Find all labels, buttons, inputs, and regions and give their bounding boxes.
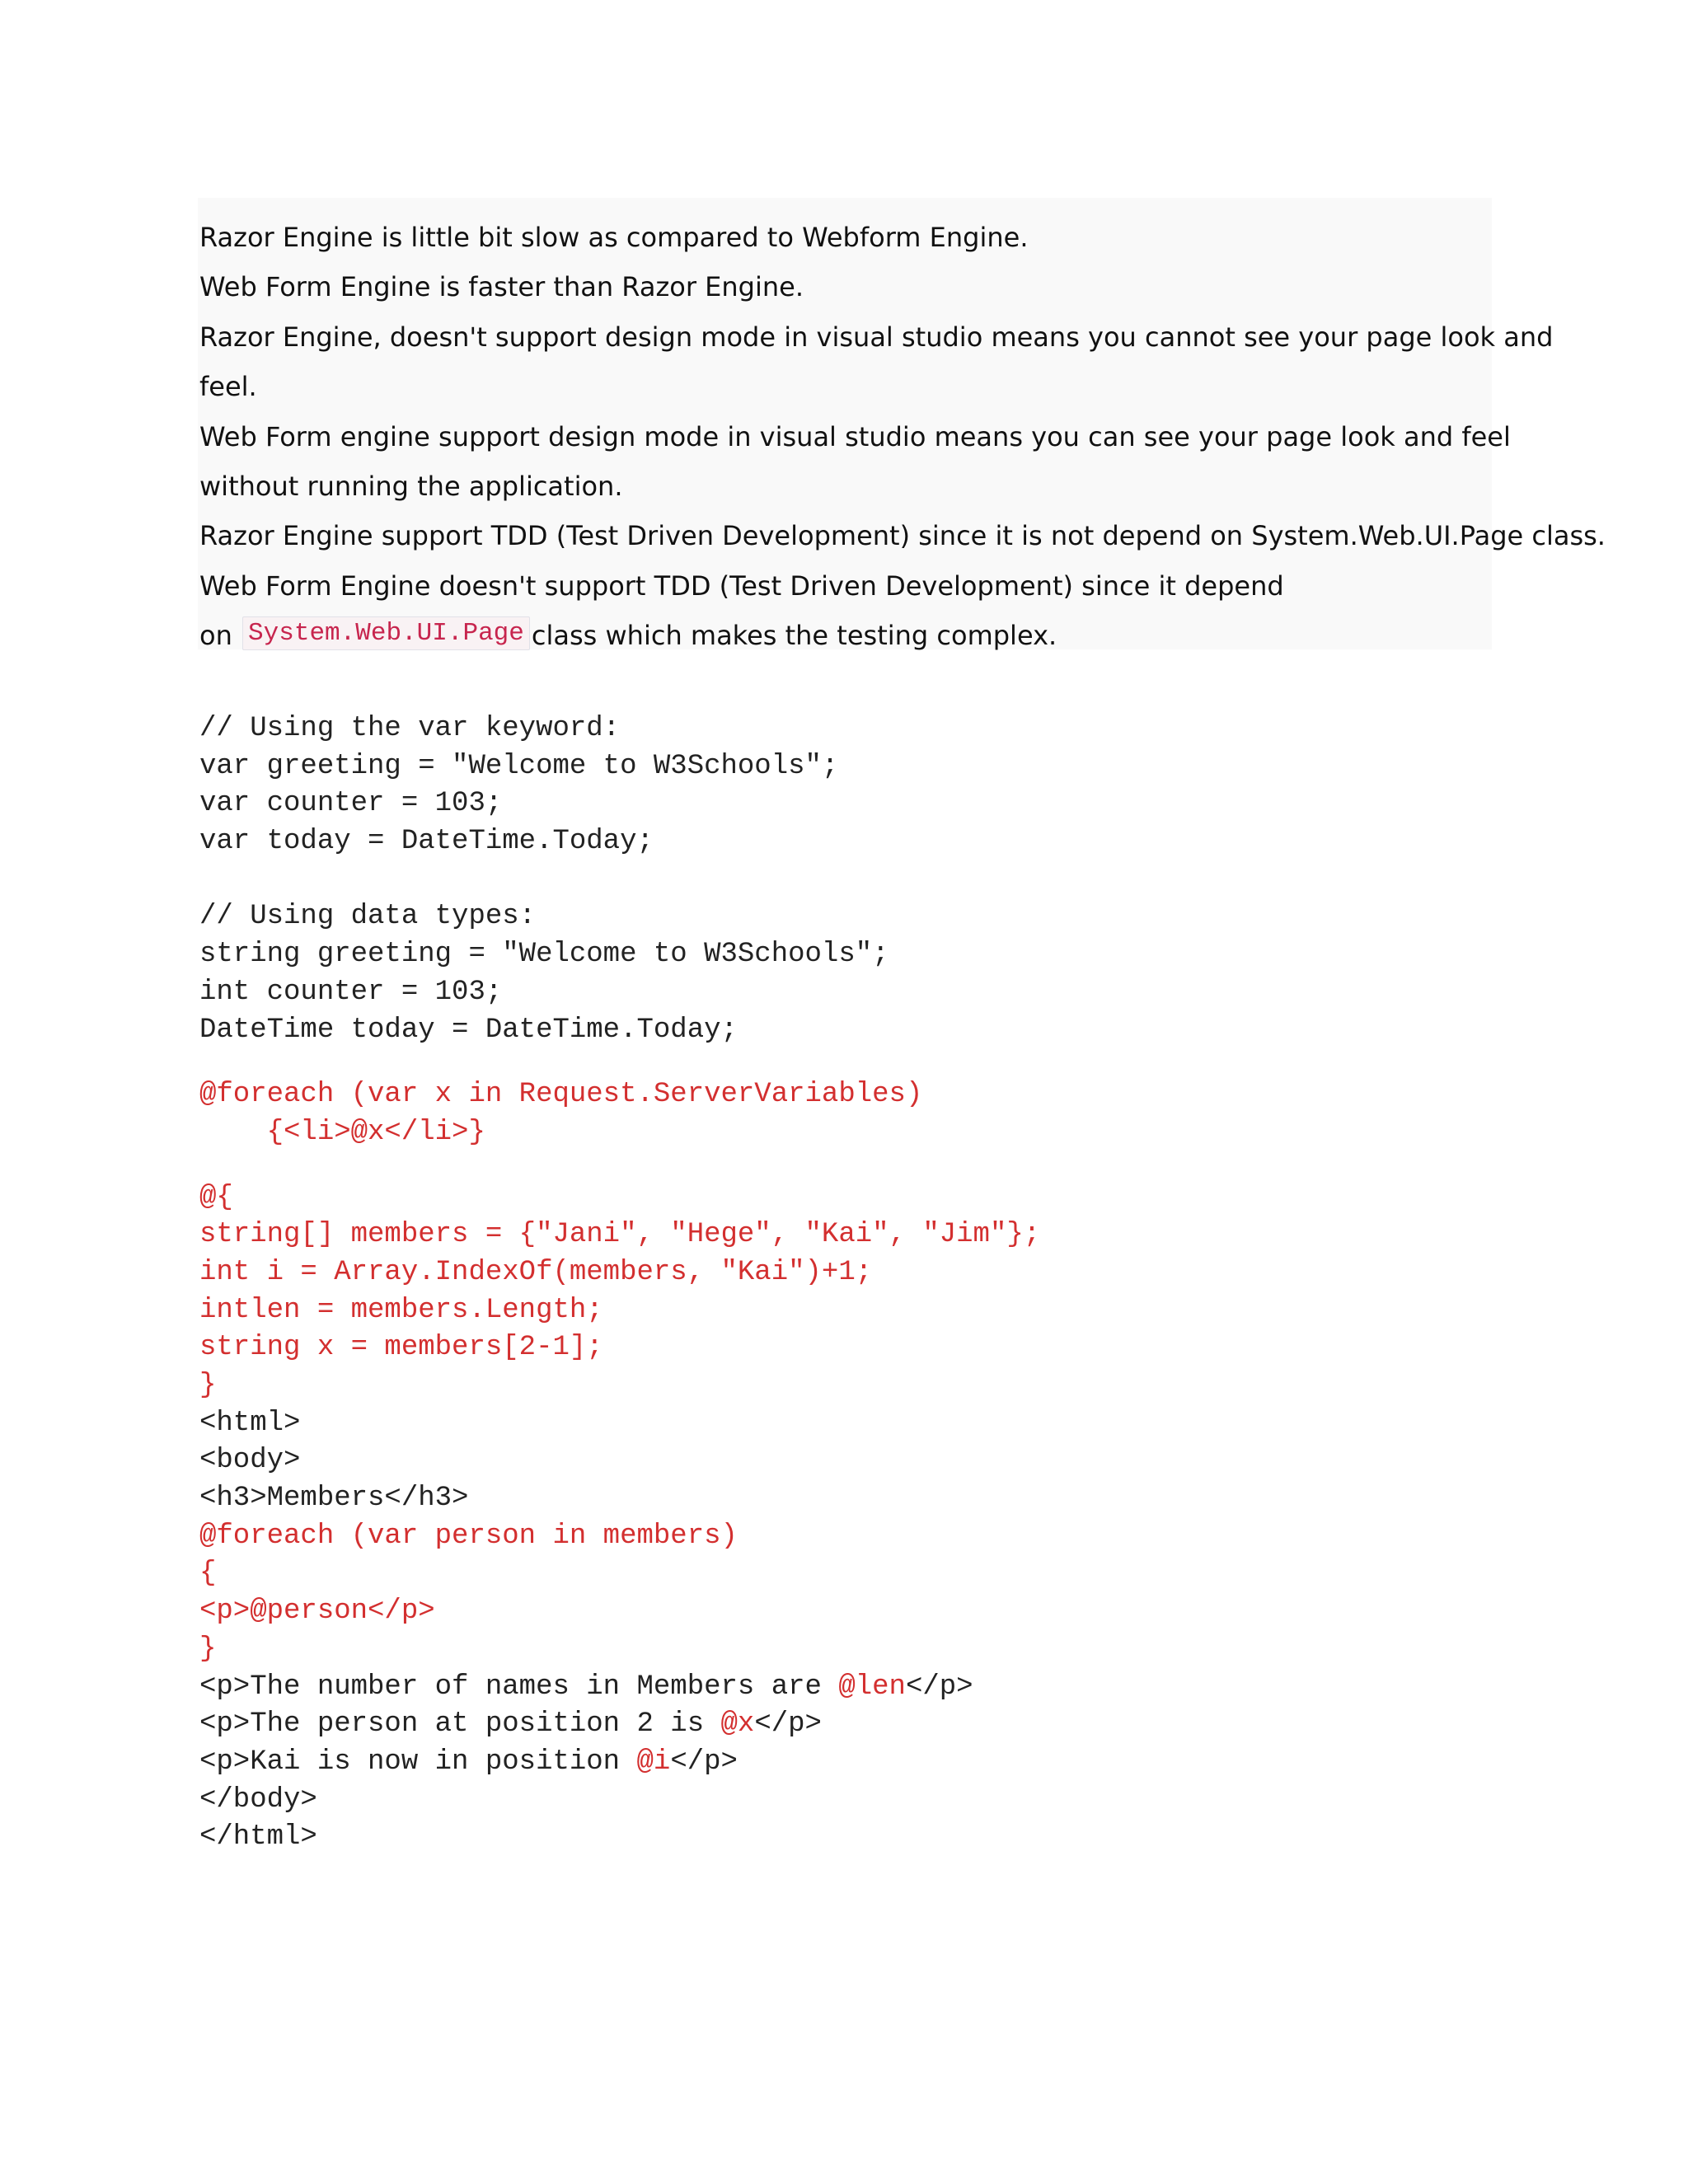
razor-code-line: <p>@person</p> <box>199 1596 435 1628</box>
code-line: var greeting = "Welcome to W3Schools"; <box>199 750 839 782</box>
prose-line: without running the application. <box>199 470 623 502</box>
code-text: </p> <box>754 1708 822 1741</box>
razor-expression: @x <box>720 1708 755 1741</box>
razor-code-line: @foreach (var person in members) <box>199 1520 738 1552</box>
prose-line: Web Form Engine doesn't support TDD (Test Driven Development) since it depend <box>199 569 1284 602</box>
code-line: string greeting = "Welcome to W3Schools"; <box>199 939 889 971</box>
code-text: <p>The person at position 2 is <box>199 1708 721 1741</box>
razor-code-line: { <box>199 1558 217 1590</box>
code-line: int counter = 103; <box>199 976 503 1008</box>
code-line <box>199 1706 1485 1744</box>
razor-code-line: @{ <box>199 1181 233 1213</box>
code-text: </p> <box>670 1746 738 1778</box>
code-text: <p>Kai is now in position <box>199 1746 637 1778</box>
razor-code-line: string x = members[2-1]; <box>199 1332 603 1364</box>
inline-code-system-web-ui-page: System.Web.UI.Page <box>242 616 530 650</box>
prose-line <box>198 611 1492 660</box>
code-text: <p>The number of names in Members are <box>199 1671 839 1703</box>
code-blank-line <box>199 1049 1485 1076</box>
code-text: </p> <box>905 1671 973 1703</box>
prose-line: Razor Engine, doesn't support design mode in visual studio means you cannot see your page look and <box>199 321 1554 353</box>
prose-text: on <box>199 620 232 652</box>
code-line: DateTime today = DateTime.Today; <box>199 1014 738 1046</box>
prose-line: Razor Engine support TDD (Test Driven Development) since it is not depend on System.Web.UI.Page class. <box>199 520 1606 552</box>
code-line: // Using the var keyword: <box>199 713 621 744</box>
comparison-text-block <box>198 198 1606 652</box>
code-line <box>199 1669 1485 1707</box>
razor-code-line: @foreach (var x in Request.ServerVariables) <box>199 1079 923 1111</box>
prose-line: feel. <box>199 371 257 403</box>
code-line: </body> <box>199 1783 317 1816</box>
code-blank-line <box>199 1152 1485 1179</box>
razor-expression: @len <box>838 1671 906 1703</box>
code-line: </html> <box>199 1821 317 1854</box>
code-line: <html> <box>199 1407 301 1439</box>
razor-code-line: } <box>199 1633 217 1665</box>
prose-line: Razor Engine is little bit slow as compared to Webform Engine. <box>199 222 1029 253</box>
prose-text: class which makes the testing complex. <box>531 620 1057 652</box>
code-line <box>199 1744 1485 1782</box>
razor-code-line: } <box>199 1370 217 1401</box>
razor-code-line: intlen = members.Length; <box>199 1294 603 1326</box>
prose-line: Web Form Engine is faster than Razor Engine. <box>199 271 804 303</box>
code-line: <body> <box>199 1445 301 1477</box>
code-blank-line <box>199 861 1485 899</box>
razor-code-line: string[] members = {"Jani", "Hege", "Kai", "Jim"}; <box>199 1219 1041 1251</box>
razor-expression: @i <box>636 1746 671 1778</box>
razor-code-line: {<li>@x</li>} <box>199 1116 485 1148</box>
code-block <box>199 710 1485 1857</box>
code-line: var today = DateTime.Today; <box>199 826 654 858</box>
code-line: <h3>Members</h3> <box>199 1483 469 1515</box>
prose-line: Web Form engine support design mode in visual studio means you can see your page look and feel <box>199 420 1511 452</box>
code-line: var counter = 103; <box>199 788 503 820</box>
code-line: // Using data types: <box>199 901 537 933</box>
razor-code-line: int i = Array.IndexOf(members, "Kai")+1; <box>199 1256 873 1288</box>
